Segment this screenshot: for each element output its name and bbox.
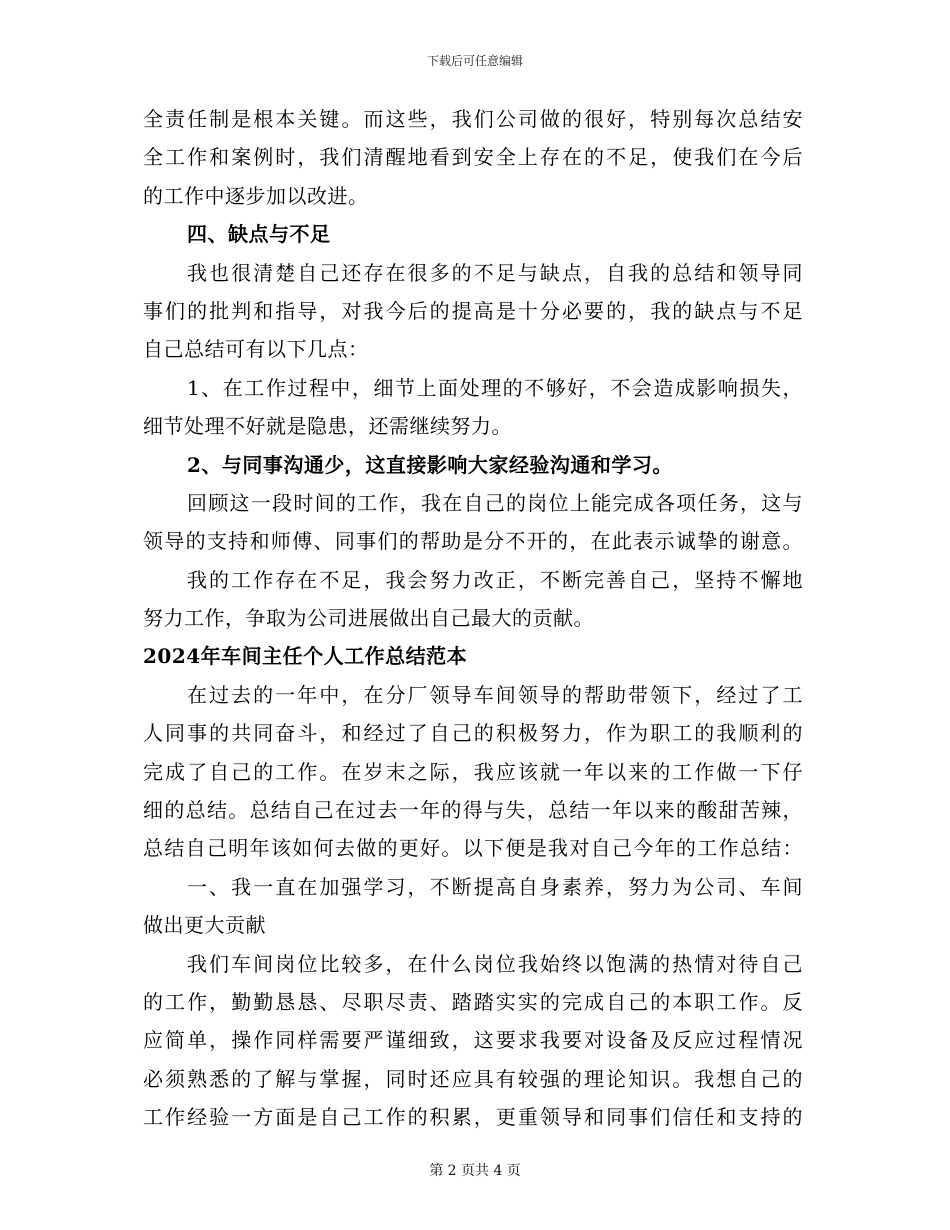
paragraph-line: 回顾这一段时间的工作，我在自己的岗位上能完成各项任务，这与 <box>187 490 803 515</box>
paragraph-line: 细节处理不好就是隐患，还需继续努力。 <box>143 414 512 439</box>
paragraph-line: 必须熟悉的了解与掌握，同时还应具有较强的理论知识。我想自己的 <box>143 1066 803 1091</box>
paragraph-line: 我也很清楚自己还存在很多的不足与缺点，自我的总结和领导同 <box>187 260 803 285</box>
paragraph-line: 工作经验一方面是自己工作的积累，更重领导和同事们信任和支持的 <box>143 1105 803 1130</box>
paragraph-line: 细的总结。总结自己在过去一年的得与失，总结一年以来的酸甜苦辣， <box>143 798 803 823</box>
paragraph-line: 我们车间岗位比较多，在什么岗位我始终以饱满的热情对待自己 <box>187 951 803 976</box>
paragraph-line: 完成了自己的工作。在岁末之际，我应该就一年以来的工作做一下仔 <box>143 759 803 784</box>
section-heading: 2、与同事沟通少，这直接影响大家经验沟通和学习。 <box>187 452 673 477</box>
paragraph-line: 1、在工作过程中，细节上面处理的不够好，不会造成影响损失， <box>187 375 803 400</box>
paragraph-line: 人同事的共同奋斗，和经过了自己的积极努力，作为职工的我顺利的 <box>143 721 803 746</box>
page-footer: 第 2 页共 4 页 <box>429 1163 521 1179</box>
paragraph-line: 事们的批判和指导，对我今后的提高是十分必要的，我的缺点与不足 <box>143 298 803 323</box>
paragraph-line: 我的工作存在不足，我会努力改正，不断完善自己，坚持不懈地 <box>187 567 803 592</box>
paragraph-line: 全责任制是根本关键。而这些，我们公司做的很好，特别每次总结安 <box>143 107 803 131</box>
section-heading: 四、缺点与不足 <box>187 222 331 247</box>
page-header: 下载后可任意编辑 <box>426 54 523 68</box>
section-title: 2024年车间主任个人工作总结范本 <box>143 644 468 669</box>
paragraph-line: 在过去的一年中，在分厂领导车间领导的帮助带领下，经过了工 <box>187 682 803 707</box>
paragraph-line: 的工作，勤勤恳恳、尽职尽责、踏踏实实的完成自己的本职工作。反 <box>143 989 803 1014</box>
paragraph-line: 领导的支持和师傅、同事们的帮助是分不开的，在此表示诚挚的谢意。 <box>143 529 803 554</box>
paragraph-line: 努力工作，争取为公司进展做出自己最大的贡献。 <box>143 606 594 631</box>
paragraph-line: 的工作中逐步加以改进。 <box>143 183 369 208</box>
paragraph-line: 全工作和案例时，我们清醒地看到安全上存在的不足，使我们在今后 <box>143 145 803 170</box>
paragraph-line: 应简单，操作同样需要严谨细致，这要求我要对设备及反应过程情况 <box>143 1028 803 1053</box>
paragraph-line: 自己总结可有以下几点： <box>143 337 369 362</box>
paragraph-line: 一、我一直在加强学习，不断提高自身素养，努力为公司、车间 <box>187 874 803 899</box>
paragraph-line: 总结自己明年该如何去做的更好。以下便是我对自己今年的工作总结： <box>143 836 803 861</box>
paragraph-line: 做出更大贡献 <box>143 913 266 938</box>
document-body <box>143 100 803 1137</box>
